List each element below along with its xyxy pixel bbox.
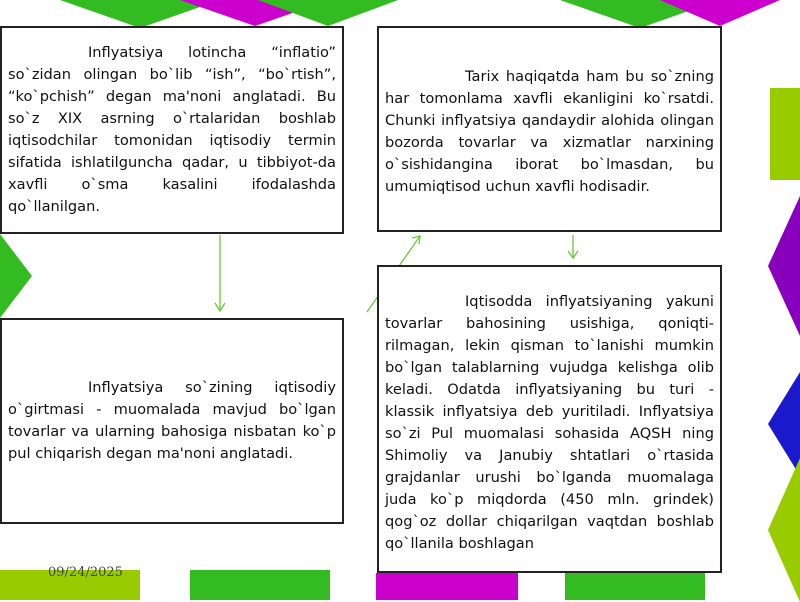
text-box-classic-inflation xyxy=(377,265,722,573)
text-box-economic-meaning-text: Inflyatsiya so`zining iqtisodiy o`girtmasi - muomalada mavjud bo`lgan tovarlar va ularning bahosiga nisbatan ko`p pul chiqarish degan ma'noni anglatadi. xyxy=(8,379,336,462)
slide-date: 09/24/2025 xyxy=(48,565,123,580)
text-box-economic-meaning xyxy=(0,318,344,524)
text-box-origin xyxy=(0,26,344,234)
text-box-origin-text: Inflyatsiya lotincha “inflatio” so`zidan olingan bo`lib “ish”, “bo`rtish”, “ko`pchish” degan ma'noni anglatadi. Bu so`z XIX asrning o`rtalaridan boshlab iqtisodchilar tomonidan iqtisodiy termin sifatida ishlatilguncha qadar, u tibbiyot-da xavfli o`sma kasalini ifodalashda qo`llanilgan. xyxy=(8,44,336,215)
text-box-classic-inflation-text: Iqtisodda inflyatsiyaning yakuni tovarlar bahosining usishiga, qoniqti-rilmagan, lekin qisman to`lanishi mumkin bo`lgan talablarning vujudga kelishga olib keladi. Odatda inflyatsiyaning bu turi - klassik inflyatsiya deb yuritiladi. Inflyatsiya so`zi Pul muomalasi sohasida AQSH ning Shimoliy va Janubiy shtatlari o`rtasida grajdanlar urushi bo`lganda muomalaga juda ko`p miqdorda (450 mln. grindek) qog`oz dollar chiqarilgan vaqtdan boshlab qo`llanila boshlagan xyxy=(385,293,714,552)
text-box-history xyxy=(377,26,722,232)
text-box-history-text: Tarix haqiqatda ham bu so`zning har tomonlama xavfli ekanligini ko`rsatdi. Chunki inflyatsiya qandaydir alohida olingan bozorda tovarlar va xizmatlar narxining o`sishidangina iborat bo`lmasdan, bu umumiqtisod uchun xavfli hodisadir. xyxy=(385,68,714,195)
